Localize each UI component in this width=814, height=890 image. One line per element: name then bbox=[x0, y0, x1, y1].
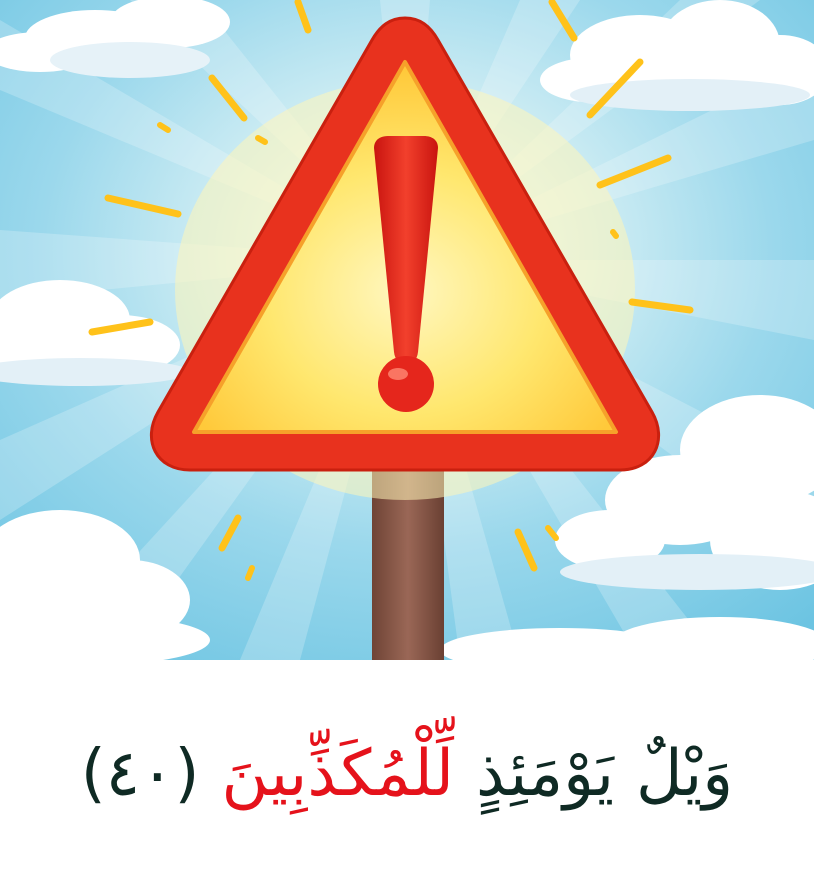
verse-number: (٤٠) bbox=[80, 737, 200, 812]
verse-word-3: لِّلْمُكَذِّبِينَ bbox=[221, 737, 454, 812]
exclamation-dot-icon bbox=[378, 356, 434, 412]
verse-word-1: وَيْلٌ bbox=[636, 737, 734, 812]
verse-caption bbox=[0, 660, 814, 890]
verse-text bbox=[81, 730, 733, 820]
verse-word-2: يَوْمَئِذٍ bbox=[475, 737, 615, 812]
